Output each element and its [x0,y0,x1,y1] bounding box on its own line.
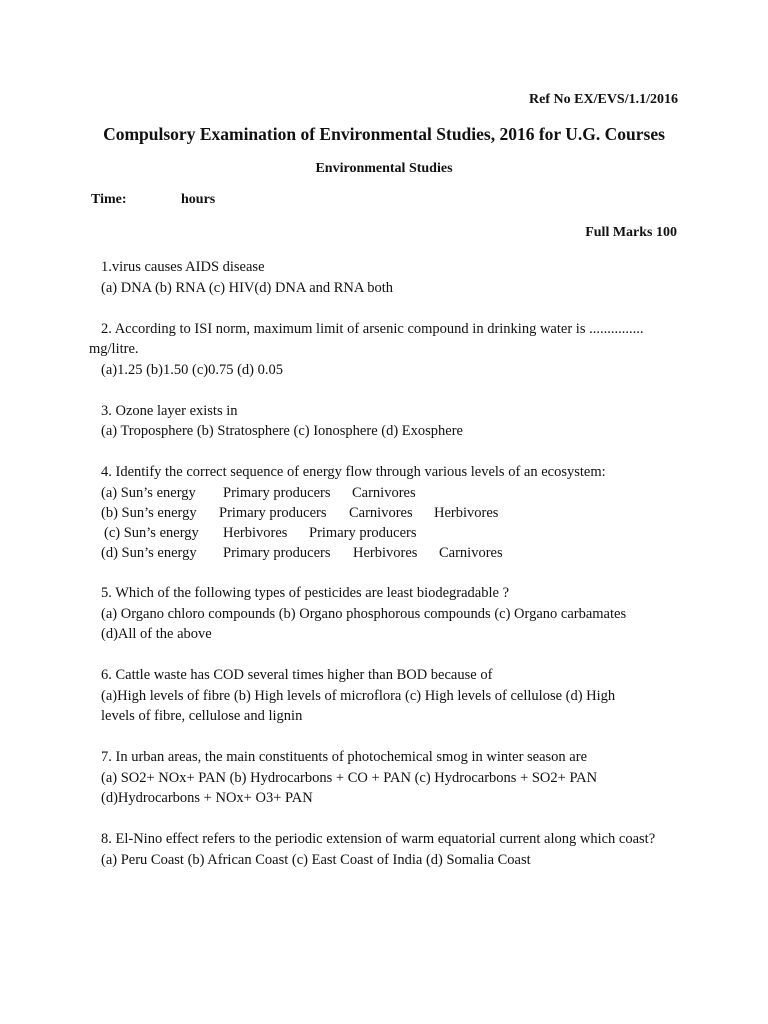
option-a-step-2: Carnivores [352,484,416,501]
question-2 [89,319,681,381]
question-4-option-a [101,483,681,503]
option-b-step-2: Carnivores [349,504,413,521]
option-b-step-3: Herbivores [434,504,499,521]
question-1 [101,257,681,298]
option-c-step-2: Primary producers [309,524,417,541]
option-d-step-3: Carnivores [439,544,503,561]
question-7-options-1: (a) SO2+ NOx+ PAN (b) Hydrocarbons + CO + PAN (c) Hydrocarbons + SO2+ PAN [101,769,598,786]
question-7-text: 7. In urban areas, the main constituents of photochemical smog in winter season are [101,749,588,765]
option-d-step-2: Herbivores [353,544,418,561]
question-1-options: (a) DNA (b) RNA (c) HIV(d) DNA and RNA both [101,279,393,296]
question-7-options-2: (d)Hydrocarbons + NOx+ O3+ PAN [101,790,313,806]
option-b-step-1: Primary producers [219,504,327,521]
time-label: Time: [91,192,127,207]
question-list [89,257,681,891]
question-4-option-d [101,543,681,563]
question-1-text: 1.virus causes AIDS disease [101,259,265,275]
question-5-options-2: (d)All of the above [101,626,212,642]
question-6-options-2: levels of fibre, cellulose and lignin [101,708,303,724]
exam-title: Compulsory Examination of Environmental Studies, 2016 for U.G. Courses [103,124,665,144]
option-c-step-1: Herbivores [223,524,288,541]
question-4-text: 4. Identify the correct sequence of energy flow through various levels of an ecosystem: [101,464,606,480]
reference-number: Ref No EX/EVS/1.1/2016 [529,92,678,107]
question-7 [101,747,681,809]
question-3 [101,401,681,442]
question-2-text: 2. According to ISI norm, maximum limit of arsenic compound in drinking water is ............... [101,320,644,337]
question-5 [101,583,681,645]
question-5-text: 5. Which of the following types of pesticides are least biodegradable ? [101,585,510,601]
option-d-label: (d) Sun’s energy [101,544,197,561]
option-a-label: (a) Sun’s energy [101,484,196,501]
question-3-options: (a) Troposphere (b) Stratosphere (c) Ionosphere (d) Exosphere [101,423,463,439]
option-a-step-1: Primary producers [223,484,331,501]
question-8-text: 8. El-Nino effect refers to the periodic extension of warm equatorial current along which coast? [101,831,656,847]
question-4 [101,462,681,563]
time-unit: hours [181,192,216,207]
option-b-label: (b) Sun’s energy [101,504,197,521]
question-6-options-1: (a)High levels of fibre (b) High levels of microflora (c) High levels of cellulose (d) High [101,687,616,704]
question-2-options: (a)1.25 (b)1.50 (c)0.75 (d) 0.05 [101,361,284,378]
option-d-step-1: Primary producers [223,544,331,561]
exam-subtitle: Environmental Studies [315,161,453,176]
question-6-text: 6. Cattle waste has COD several times higher than BOD because of [101,667,493,683]
question-4-option-c [101,523,681,543]
full-marks: Full Marks 100 [585,225,677,240]
question-3-text: 3. Ozone layer exists in [101,402,238,419]
question-8-options: (a) Peru Coast (b) African Coast (c) East Coast of India (d) Somalia Coast [101,851,531,868]
option-c-label: (c) Sun’s energy [104,524,199,541]
question-2-text-cont: mg/litre. [89,341,139,357]
question-4-option-b [101,503,681,523]
question-8 [101,829,681,870]
question-5-options-1: (a) Organo chloro compounds (b) Organo phosphorous compounds (c) Organo carbamates [101,605,627,622]
question-6 [101,665,681,727]
